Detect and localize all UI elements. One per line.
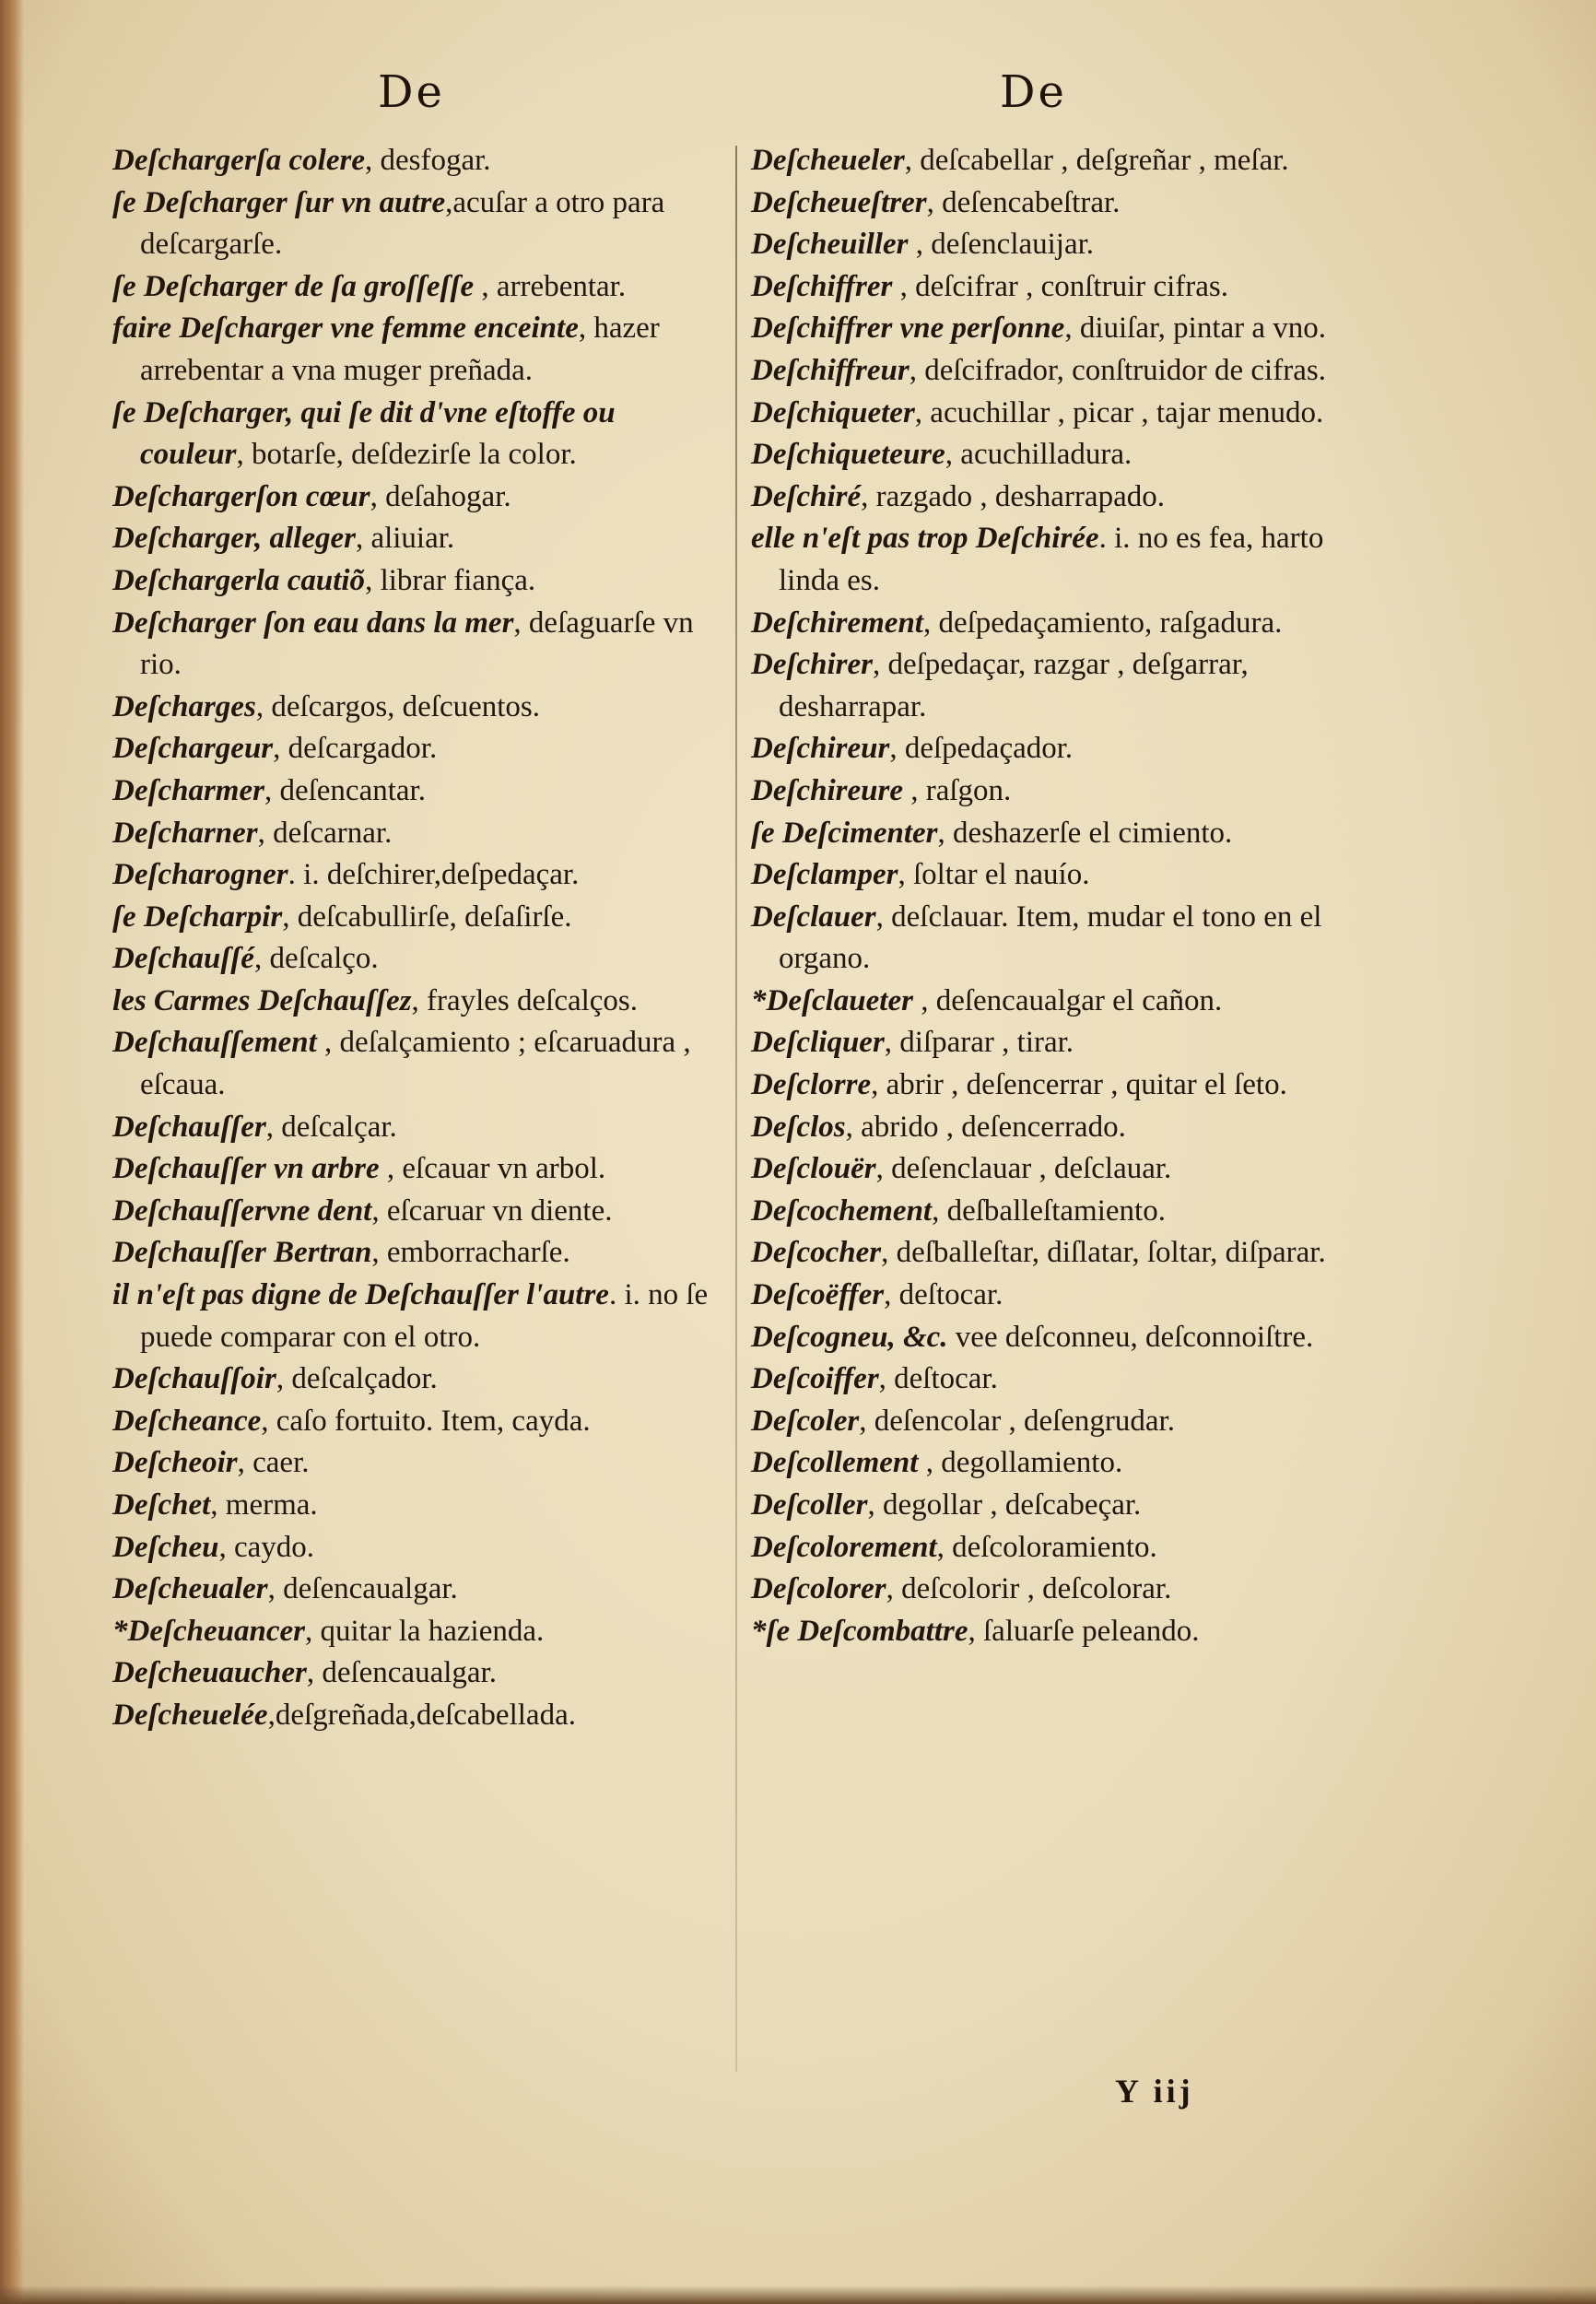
dictionary-entry	[751, 1442, 1364, 1485]
entry-headword: Deſcolorement	[751, 1530, 937, 1564]
entry-headword: Deſclorre	[751, 1068, 872, 1102]
entry-definition: , hazer arrebentar a vna muger preñada.	[140, 312, 660, 387]
dictionary-entry	[112, 938, 725, 981]
entry-definition: , deſclauar. Item, mudar el tono en el organo.	[779, 899, 1322, 976]
dictionary-entry	[751, 897, 1364, 981]
entry-definition: , degollar , deſcabeçar.	[867, 1488, 1142, 1522]
entry-headword: Deſchauſſer	[112, 1110, 266, 1144]
entry-definition: , eſcauar vn arbol.	[379, 1152, 606, 1186]
entry-headword: Deſcharogner	[112, 858, 288, 892]
entry-headword: elle n'eſt pas trop Deſchirée	[751, 522, 1099, 556]
entry-headword: Deſchargeur	[112, 732, 274, 766]
dictionary-entry	[751, 981, 1364, 1023]
entry-headword: Deſclouër	[751, 1152, 876, 1186]
dictionary-entry	[751, 434, 1364, 476]
entry-headword: Deſcheance	[112, 1404, 262, 1438]
dictionary-entry	[751, 1317, 1364, 1359]
entry-headword: Deſcollement	[751, 1446, 919, 1480]
entry-definition: , merma.	[210, 1488, 318, 1522]
dictionary-entry	[751, 770, 1364, 813]
dictionary-entry	[112, 687, 725, 729]
entry-definition: , deſcargador.	[273, 732, 438, 766]
entry-definition: , deſencantar.	[264, 773, 426, 807]
dictionary-entry	[112, 1191, 725, 1233]
entry-definition: , deſcargos, deſcuentos.	[255, 689, 541, 723]
entry-headword: Deſcoler	[751, 1404, 860, 1438]
entry-headword: Deſchauſſer vn arbre	[112, 1152, 380, 1186]
entry-headword: Deſchauſſer Bertran	[112, 1236, 372, 1270]
entry-headword: ſe Deſcharger, qui ſe dit d'vne eſtoffe ou couleur	[112, 395, 616, 472]
entry-headword: Deſchiqueteure	[751, 438, 945, 472]
column-header-left: De	[378, 66, 445, 118]
dictionary-entry	[751, 644, 1364, 728]
entry-headword: ſe Deſcharpir	[112, 899, 283, 934]
entry-definition: , acuchillar , picar , tajar menudo.	[914, 395, 1324, 429]
dictionary-entry	[112, 1232, 725, 1275]
entry-definition: , deſcabullirſe, deſaſirſe.	[282, 899, 572, 934]
entry-definition: , deſaguarſe vn rio.	[140, 605, 694, 682]
entry-headword: Deſchirer	[751, 648, 873, 682]
dictionary-entry	[751, 1148, 1364, 1191]
dictionary-entry	[751, 1107, 1364, 1149]
entry-definition: vee deſconneu, deſconnoiſtre.	[947, 1320, 1314, 1354]
entry-headword: Deſchireur	[751, 732, 890, 766]
entry-definition: , raſgon.	[902, 773, 1012, 807]
dictionary-entry	[751, 813, 1364, 855]
entry-definition: , deſpedaçamiento, raſgadura.	[922, 605, 1283, 640]
dictionary-entry	[751, 476, 1364, 519]
entry-definition: , deſtocar.	[884, 1278, 1003, 1312]
entry-definition: , deſencaualgar el cañon.	[912, 983, 1223, 1017]
entry-headword: Deſchargerſa colere	[112, 144, 365, 177]
column-divider	[735, 146, 737, 2072]
entry-definition: ,acuſar a otro para deſcargarſe.	[140, 185, 665, 262]
dictionary-entry	[112, 393, 725, 476]
entry-headword: Deſchargerſon cœur	[112, 479, 370, 513]
dictionary-entry	[751, 1358, 1364, 1401]
entry-definition: , deſcalço.	[253, 942, 379, 976]
entry-definition: , diſparar , tirar.	[884, 1026, 1074, 1060]
entry-headword: les Carmes Deſchauſſez	[112, 983, 412, 1017]
entry-definition: , arrebentar.	[474, 269, 627, 303]
dictionary-entry	[112, 476, 725, 519]
dictionary-column-right	[751, 140, 1364, 1652]
entry-headword: Deſcolorer	[751, 1572, 886, 1606]
entry-headword: Deſcheu	[112, 1530, 219, 1564]
entry-headword: ſe Deſcimenter	[751, 816, 938, 850]
entry-definition: , ſaluarſe peleando.	[968, 1614, 1200, 1648]
entry-headword: il n'eſt pas digne de Deſchauſſer l'autre	[112, 1278, 609, 1312]
entry-headword: Deſcheueler	[751, 144, 905, 177]
entry-definition: , frayles deſcalços.	[411, 983, 639, 1017]
dictionary-entry	[112, 182, 725, 266]
entry-headword: Deſcoëffer	[751, 1278, 885, 1312]
entry-headword: Deſcheuaucher	[112, 1656, 307, 1690]
entry-definition: , degollamiento.	[918, 1446, 1123, 1480]
column-header-right: De	[1000, 66, 1067, 118]
dictionary-entry	[751, 1527, 1364, 1569]
dictionary-entry	[112, 1275, 725, 1358]
entry-definition: , deſalçamiento ; eſcaruadura , eſcaua.	[140, 1026, 691, 1102]
dictionary-entry	[112, 518, 725, 560]
dictionary-entry	[112, 266, 725, 309]
entry-definition: , deſcalçador.	[276, 1362, 438, 1396]
entry-definition: , deſcifrador, conſtruidor de cifras.	[909, 353, 1326, 387]
dictionary-entry	[112, 603, 725, 687]
entry-definition: . i. deſchirer,deſpedaçar.	[288, 858, 580, 892]
dictionary-entry	[751, 1191, 1364, 1233]
entry-headword: Deſchirement	[751, 605, 923, 640]
dictionary-entry	[751, 182, 1364, 225]
entry-headword: Deſcharger, alleger	[112, 522, 356, 556]
entry-definition: , razgado , desharrapado.	[861, 479, 1165, 513]
dictionary-entry	[112, 1022, 725, 1106]
entry-definition: , eſcaruar vn diente.	[371, 1193, 613, 1228]
entry-headword: faire Deſcharger vne femme enceinte	[112, 312, 579, 346]
entry-headword: Deſchiffreur	[751, 353, 909, 387]
entry-headword: Deſclos	[751, 1110, 846, 1144]
dictionary-entry	[751, 1401, 1364, 1443]
entry-definition: , abrir , deſencerrar , quitar el ſeto.	[871, 1068, 1287, 1102]
entry-headword: Deſchiffrer vne perſonne	[751, 312, 1065, 346]
dictionary-entry	[112, 1107, 725, 1149]
entry-definition: . i. no ſe puede comparar con el otro.	[140, 1278, 709, 1354]
entry-definition: , caydo.	[218, 1530, 315, 1564]
entry-headword: *Deſcheuancer	[112, 1614, 305, 1648]
dictionary-entry	[112, 1485, 725, 1527]
dictionary-entry	[751, 1569, 1364, 1611]
dictionary-entry	[112, 1569, 725, 1611]
entry-headword: *Deſclaueter	[751, 983, 913, 1017]
dictionary-entry	[112, 308, 725, 392]
entry-headword: Deſcheoir	[112, 1446, 238, 1480]
dictionary-entry	[112, 1401, 725, 1443]
dictionary-entry	[112, 1527, 725, 1569]
dictionary-entry	[751, 1022, 1364, 1064]
page-edge-bottom	[0, 2286, 1596, 2304]
dictionary-entry	[751, 518, 1364, 602]
entry-definition: , deſencabeſtrar.	[926, 185, 1121, 219]
entry-headword: Deſcheuiller	[751, 228, 909, 262]
entry-definition: , quitar la hazienda.	[304, 1614, 545, 1648]
dictionary-entry	[112, 1148, 725, 1191]
entry-headword: ſe Deſcharger ſur vn autre	[112, 185, 446, 219]
entry-definition: , deſpedaçador.	[889, 732, 1074, 766]
signature-mark: Y iij	[1115, 2073, 1194, 2110]
entry-definition: , emborracharſe.	[371, 1236, 570, 1270]
entry-headword: Deſcochement	[751, 1193, 933, 1228]
entry-headword: Deſcoller	[751, 1488, 868, 1522]
dictionary-entry	[751, 603, 1364, 645]
entry-headword: Deſchargerla cautiõ	[112, 563, 366, 597]
entry-headword: ſe Deſcharger de ſa groſſeſſe	[112, 269, 475, 303]
entry-definition: , aliuiar.	[355, 522, 455, 556]
entry-headword: Deſcharger ſon eau dans la mer	[112, 605, 514, 640]
entry-headword: Deſchiffrer	[751, 269, 893, 303]
entry-definition: ,deſgreñada,deſcabellada.	[267, 1698, 576, 1732]
entry-headword: Deſchauſſé	[112, 942, 254, 976]
entry-headword: Deſcocher	[751, 1236, 882, 1270]
entry-definition: , deſcalçar.	[265, 1110, 397, 1144]
entry-definition: , caſo fortuito. Item, cayda.	[261, 1404, 591, 1438]
entry-definition: , deſenclauar , deſclauar.	[875, 1152, 1172, 1186]
entry-headword: Deſchiqueter	[751, 395, 915, 429]
entry-definition: . i. no es fea, harto linda es.	[779, 522, 1324, 597]
dictionary-entry	[751, 350, 1364, 393]
dictionary-entry	[751, 1485, 1364, 1527]
dictionary-entry	[112, 728, 725, 770]
dictionary-entry	[112, 813, 725, 855]
entry-headword: Deſchireure	[751, 773, 903, 807]
dictionary-entry	[112, 1652, 725, 1695]
entry-definition: , librar fiança.	[365, 563, 536, 597]
entry-headword: Deſcheualer	[112, 1572, 268, 1606]
entry-definition: , botarſe, deſdezirſe la color.	[236, 438, 577, 472]
dictionary-entry	[751, 728, 1364, 770]
entry-definition: , deſenclauijar.	[908, 228, 1095, 262]
dictionary-entry	[751, 140, 1364, 182]
entry-definition: , deſpedaçar, razgar , deſgarrar, desharrapar.	[779, 648, 1249, 723]
dictionary-entry	[112, 770, 725, 813]
entry-definition: , deſencolar , deſengrudar.	[859, 1404, 1175, 1438]
dictionary-entry	[751, 266, 1364, 309]
entry-definition: , deſencaualgar.	[267, 1572, 458, 1606]
entry-headword: Deſcharmer	[112, 773, 264, 807]
entry-definition: , deſtocar.	[878, 1362, 998, 1396]
entry-definition: , caer.	[237, 1446, 310, 1480]
entry-headword: Deſcliquer	[751, 1026, 885, 1060]
dictionary-entry	[751, 1611, 1364, 1653]
entry-headword: Deſcogneu, &c.	[751, 1320, 948, 1354]
entry-headword: Deſcharges	[112, 689, 256, 723]
entry-definition: , deſcabellar , deſgreñar , meſar.	[904, 144, 1289, 177]
page-edge-left	[0, 0, 24, 2304]
entry-definition: , diuiſar, pintar a vno.	[1064, 312, 1327, 346]
entry-headword: Deſchet	[112, 1488, 211, 1522]
entry-headword: Deſcheuelée	[112, 1698, 268, 1732]
dictionary-entry	[751, 393, 1364, 435]
dictionary-entry	[112, 981, 725, 1023]
entry-headword: Deſchiré	[751, 479, 862, 513]
dictionary-entry	[112, 1611, 725, 1653]
dictionary-entry	[751, 1275, 1364, 1317]
dictionary-entry	[751, 224, 1364, 266]
dictionary-entry	[112, 1695, 725, 1737]
dictionary-entry	[751, 854, 1364, 897]
dictionary-entry	[112, 1442, 725, 1485]
entry-headword: Deſchauſſement	[112, 1026, 317, 1060]
entry-definition: , deſballeſtar, diſlatar, ſoltar, diſparar.	[881, 1236, 1326, 1270]
entry-definition: , deſencaualgar.	[306, 1656, 497, 1690]
entry-headword: Deſcoiffer	[751, 1362, 879, 1396]
entry-definition: , deshazerſe el cimiento.	[937, 816, 1233, 850]
entry-definition: , abrido , deſencerrado.	[845, 1110, 1126, 1144]
dictionary-entry	[112, 1358, 725, 1401]
dictionary-entry	[112, 140, 725, 182]
entry-headword: Deſcharner	[112, 816, 258, 850]
entry-definition: , deſcifrar , conſtruir cifras.	[892, 269, 1229, 303]
dictionary-entry	[751, 1232, 1364, 1275]
entry-definition: , ſoltar el nauío.	[898, 858, 1090, 892]
entry-headword: Deſclamper	[751, 858, 898, 892]
entry-headword: Deſcheueſtrer	[751, 185, 927, 219]
dictionary-column-left	[112, 140, 725, 1737]
dictionary-entry	[112, 560, 725, 603]
entry-definition: , deſcarnar.	[257, 816, 393, 850]
entry-definition: , desfogar.	[365, 144, 491, 177]
dictionary-entry	[112, 897, 725, 939]
entry-definition: , deſcolorir , deſcolorar.	[886, 1572, 1172, 1606]
entry-headword: Deſchauſſoir	[112, 1362, 276, 1396]
entry-definition: , acuchilladura.	[945, 438, 1132, 472]
entry-definition: , deſcoloramiento.	[936, 1530, 1157, 1564]
entry-headword: Deſclauer	[751, 899, 876, 934]
entry-definition: , deſahogar.	[370, 479, 511, 513]
entry-headword: Deſchauſſervne dent	[112, 1193, 372, 1228]
dictionary-entry	[112, 854, 725, 897]
dictionary-entry	[751, 308, 1364, 350]
entry-definition: , deſballeſtamiento.	[932, 1193, 1166, 1228]
entry-headword: *ſe Deſcombattre	[751, 1614, 968, 1648]
dictionary-entry	[751, 1064, 1364, 1107]
